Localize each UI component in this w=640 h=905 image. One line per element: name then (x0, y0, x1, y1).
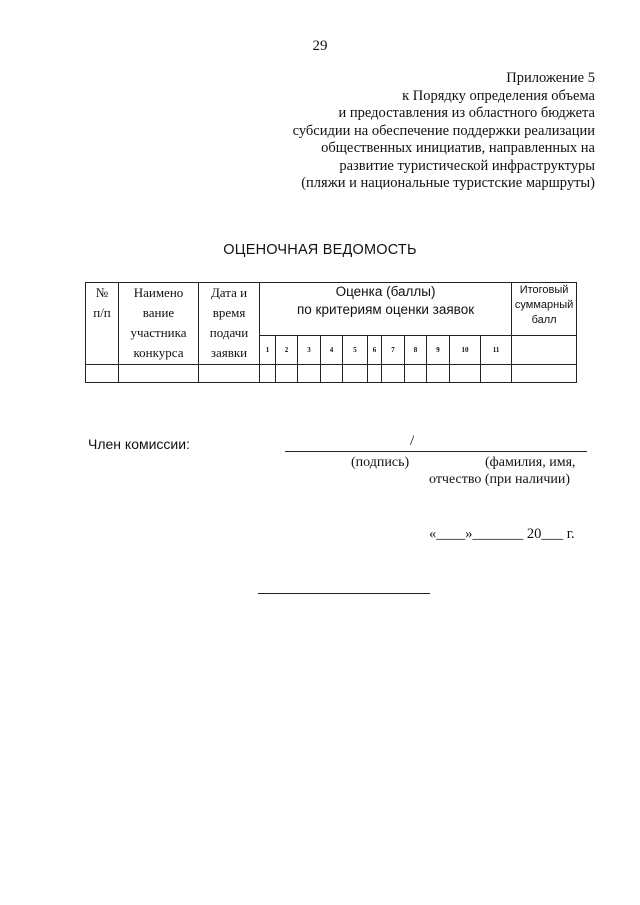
table-cell (427, 365, 450, 383)
table-cell (343, 365, 368, 383)
header-total-line: Итоговый (519, 284, 569, 296)
criterion-number: 5 (343, 336, 368, 365)
header-date-line: Дата и (210, 285, 248, 300)
table-cell (382, 365, 405, 383)
table-cell (298, 365, 321, 383)
appendix-line: (пляжи и национальные туристские маршруты) (301, 175, 595, 191)
table-cell (119, 365, 199, 383)
header-total-line: суммарный (514, 299, 574, 311)
header-date-line: подачи (209, 325, 249, 340)
appendix-header (255, 70, 595, 193)
criterion-number: 6 (368, 336, 382, 365)
header-participant-name (119, 283, 199, 365)
table-cell (199, 365, 260, 383)
date-field: «____»_______ 20___ г. (429, 526, 575, 542)
header-score-line: Оценка (баллы) (335, 284, 436, 299)
full-name-caption: (фамилия, имя, (485, 455, 576, 470)
total-score-subheader (512, 336, 577, 365)
header-number (86, 283, 119, 365)
commission-member-label: Член комиссии: (88, 436, 190, 452)
criterion-number: 11 (481, 336, 512, 365)
signature-caption: (подпись) (351, 455, 410, 470)
criterion-number: 2 (276, 336, 298, 365)
header-total-score (512, 283, 577, 336)
criterion-number: 1 (260, 336, 276, 365)
table-cell (260, 365, 276, 383)
header-name-line: конкурса (133, 345, 184, 360)
criterion-number: 8 (405, 336, 427, 365)
header-name-line: вание (142, 305, 175, 320)
header-number-line: п/п (93, 305, 111, 320)
header-score-line: по критериям оценки заявок (296, 302, 475, 317)
appendix-line: развитие туристической инфраструктуры (339, 157, 595, 174)
header-number-line: № (95, 285, 109, 300)
header-name-line: Наимено (133, 285, 184, 300)
criterion-number: 10 (450, 336, 481, 365)
appendix-line: общественных инициатив, направленных на (321, 140, 595, 156)
table-cell (481, 365, 512, 383)
header-name-line: участника (130, 325, 187, 340)
page-number: 29 (312, 38, 328, 54)
document-title: ОЦЕНОЧНАЯ ВЕДОМОСТЬ (223, 242, 417, 258)
signature-separator: / (410, 433, 415, 449)
criterion-number: 9 (427, 336, 450, 365)
header-submission-date (199, 283, 260, 365)
criterion-number: 4 (321, 336, 343, 365)
header-date-line: время (212, 305, 246, 320)
signature-line (285, 451, 587, 452)
full-name-caption-continued: отчество (при наличии) (429, 472, 571, 487)
table-cell (86, 365, 119, 383)
table-cell (450, 365, 481, 383)
appendix-line: к Порядку определения объема (402, 87, 595, 104)
criterion-number: 7 (382, 336, 405, 365)
header-score (260, 283, 512, 336)
header-total-line: балл (531, 314, 557, 326)
header-date-line: заявки (210, 345, 248, 360)
criterion-number: 3 (298, 336, 321, 365)
closing-divider (258, 593, 430, 594)
table-cell (405, 365, 427, 383)
table-cell (512, 365, 577, 383)
appendix-line: и предоставления из областного бюджета (338, 105, 595, 121)
appendix-line: Приложение 5 (506, 70, 595, 86)
table-cell (368, 365, 382, 383)
table-row (86, 365, 577, 383)
table-cell (321, 365, 343, 383)
table-cell (276, 365, 298, 383)
evaluation-table (85, 282, 577, 383)
appendix-line: субсидии на обеспечение поддержки реализации (292, 122, 595, 139)
